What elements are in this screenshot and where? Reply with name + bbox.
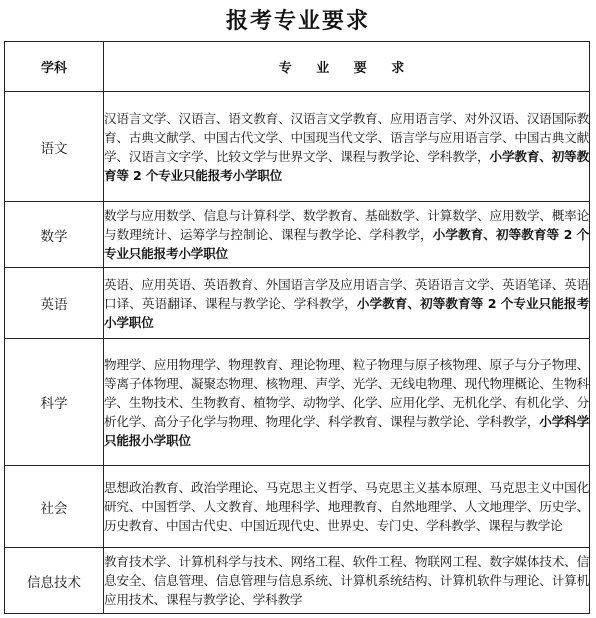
subject-cell: 社会 bbox=[5, 466, 104, 548]
requirements-table bbox=[4, 41, 590, 614]
subject-cell: 数学 bbox=[5, 202, 104, 268]
subject-cell: 科学 bbox=[5, 339, 104, 466]
majors-cell bbox=[104, 202, 590, 268]
header-requirement: 专 业 要 求 bbox=[104, 42, 590, 92]
table-header-row bbox=[5, 42, 590, 92]
majors-text: 汉语言文学、汉语言、语文教育、汉语言文学教育、应用语言学、对外汉语、汉语国际教育、古典文献学、中国古代文学、中国现当代文学、语言学与应用语言学、中国古典文献学、汉语言文字学、比较文学与世界文学、课程与教学论、学科教学， bbox=[104, 110, 589, 164]
table-row bbox=[5, 268, 590, 339]
majors-cell bbox=[104, 92, 590, 202]
majors-text: 物理学、应用物理学、物理教育、理论物理、粒子物理与原子核物理、原子与分子物理、等离子体物理、凝聚态物理、核物理、声学、光学、无线电物理、现代物理概论、生物科学、生物技术、生物教育、植物学、动物学、化学、应用化学、无机化学、有机化学、分析化学、高分子化学与物理、物理化学、科学教育、课程与教学论、学科教学， bbox=[104, 356, 589, 429]
table-row bbox=[5, 339, 590, 466]
header-subject: 学科 bbox=[5, 42, 104, 92]
page-title: 报考专业要求 bbox=[225, 8, 370, 34]
restriction-note: 小学教育、初等教育等 2 个专业只能报考小学职位 bbox=[104, 148, 589, 183]
table-row bbox=[5, 548, 590, 614]
subject-cell: 英语 bbox=[5, 268, 104, 339]
majors-text: 思想政治教育、政治学理论、马克思主义哲学、马克思主义基本原理、马克思主义中国化研究、中国哲学、人文教育、地理科学、地理教育、自然地理学、人文地理学、历史学、历史教育、中国古代史、中国近现代史、世界史、专门史、学科教学、课程与教学论 bbox=[104, 480, 589, 533]
subject-cell: 信息技术 bbox=[5, 548, 104, 614]
table-row bbox=[5, 92, 590, 202]
restriction-note: 小学教育、初等教育等 2 个专业只能报考小学职位 bbox=[104, 295, 589, 330]
restriction-note: 小学教育、初等教育等 2 个专业只能报考小学职位 bbox=[104, 227, 589, 261]
majors-cell bbox=[104, 268, 590, 339]
subject-cell: 语文 bbox=[5, 92, 104, 202]
majors-cell bbox=[104, 466, 590, 548]
majors-text: 英语、应用英语、英语教育、外国语言学及应用语言学、英语语言文学、英语笔译、英语口译、英语翻译、课程与教学论、学科教学， bbox=[104, 276, 589, 311]
majors-cell bbox=[104, 339, 590, 466]
majors-text: 教育技术学、计算机科学与技术、网络工程、软件工程、物联网工程、数字媒体技术、信息安全、信息管理、信息管理与信息系统、计算机系统结构、计算机软件与理论、计算机应用技术、课程与教学论、学科教学 bbox=[104, 554, 589, 607]
table-row bbox=[5, 202, 590, 268]
majors-text: 数学与应用数学、信息与计算科学、数学教育、基础数学、计算数学、应用数学、概率论与数理统计、运筹学与控制论、课程与教学论、学科教学， bbox=[104, 208, 589, 242]
restriction-note: 小学科学只能报小学职位 bbox=[104, 413, 589, 448]
table-row bbox=[5, 466, 590, 548]
majors-cell bbox=[104, 548, 590, 614]
